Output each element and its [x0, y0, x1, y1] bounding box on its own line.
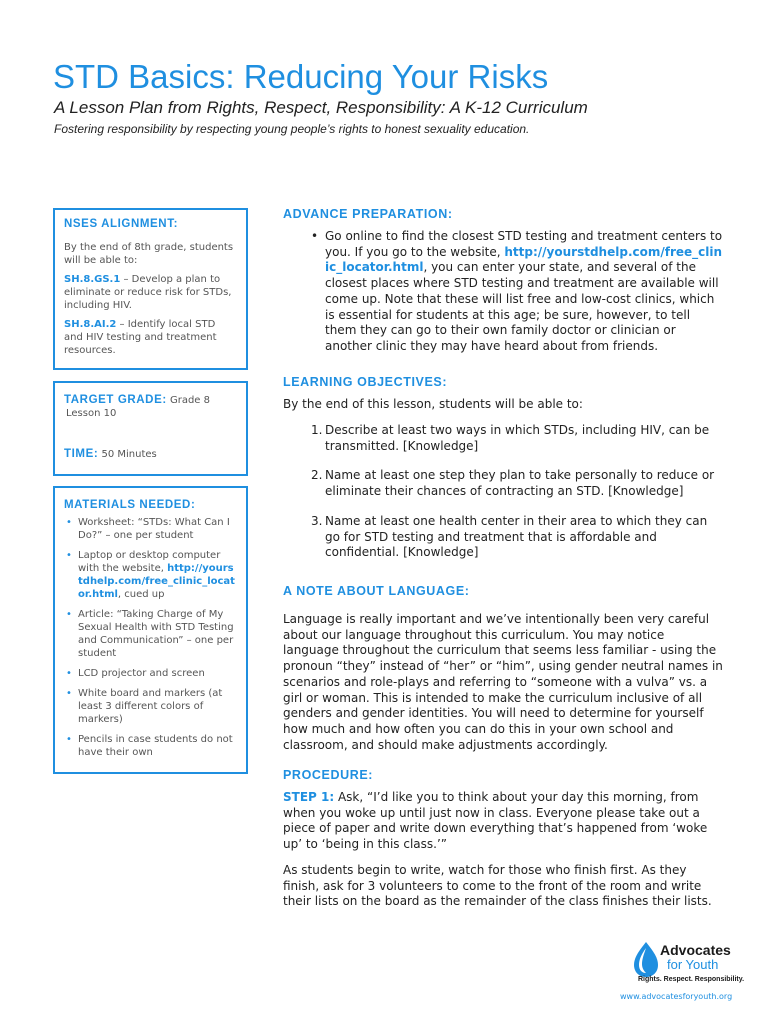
- language-note-text: Language is really important and we’ve intentionally been very careful about our language throughout this curriculum. You may notice language throughout the curriculum that seems less familiar - using the pronoun “they” instead of “her” or “him”, using gender neutral names in scenarios and role-plays and referring to “someone with a vulva” vs. a girl or woman. This is intended to make the curriculum inclusive of all genders and gender identities. You will need to determine for yourself how much and how often you can do this in your own school and classroom, and should make adjustments accordingly.: [283, 612, 723, 752]
- nses-alignment-box: [53, 208, 248, 370]
- standard-code: SH.8.AI.2: [64, 319, 117, 330]
- list-item: • White board and markers (at least 3 different colors of markers): [78, 687, 237, 726]
- item-text: Describe at least two ways in which STDs, including HIV, can be transmitted. [Knowledge]: [325, 423, 710, 453]
- list-item: [283, 514, 723, 561]
- step-text: Ask, “I’d like you to think about your day this morning, from when you woke up until just now in class. Everyone please take out a piece of paper and write down everything that’s happened from ‘woke up’ to ‘being in this class.’”: [283, 790, 708, 852]
- list-item: • Worksheet: “STDs: What Can I Do?” – one per student: [78, 516, 237, 542]
- logo-name-2: for Youth: [667, 957, 719, 972]
- materials-list: [64, 516, 237, 759]
- nses-standard: [64, 318, 237, 357]
- learning-objectives-heading: LEARNING OBJECTIVES:: [283, 375, 448, 389]
- clinic-locator-link[interactable]: http://yourstdhelp.com/free_clinic_locator.html: [78, 563, 235, 600]
- item-text: Go online to find the closest STD testing and treatment centers to you. If you go to the website,: [325, 229, 723, 259]
- list-item: [283, 423, 723, 454]
- target-heading: TARGET GRADE:: [64, 394, 167, 406]
- procedure-heading: PROCEDURE:: [283, 768, 374, 782]
- standard-text: – Identify local STD and HIV testing and treatment resources.: [64, 319, 217, 356]
- item-text: Name at least one health center in their area to which they can go for STD testing and treatment that is affordable and confidential. [Knowledge]: [325, 513, 708, 560]
- standard-text: – Develop a plan to eliminate or reduce risk for STDs, including HIV.: [64, 274, 232, 311]
- nses-heading: NSES ALIGNMENT:: [64, 218, 178, 230]
- list-item: • Article: “Taking Charge of My Sexual Health with STD Testing and Communication” – one per student: [78, 608, 237, 660]
- procedure-paragraph: As students begin to write, watch for those who finish first. As they finish, ask for 3 volunteers to come to the front of the room and write their lists on the board as the remainder of the class finishes their lists.: [283, 863, 712, 909]
- time-value: 50 Minutes: [98, 449, 157, 460]
- advance-preparation-text: [283, 229, 723, 355]
- advance-preparation-heading: ADVANCE PREPARATION:: [283, 207, 453, 221]
- lesson-number: Lesson 10: [66, 408, 117, 419]
- target-grade-box: [53, 381, 248, 476]
- nses-standard: [64, 273, 237, 312]
- logo-name: Advocates: [660, 942, 731, 958]
- step-label: STEP 1:: [283, 790, 335, 804]
- objectives-intro: By the end of this lesson, students will be able to:: [283, 397, 583, 411]
- item-number: 2.: [311, 468, 323, 483]
- page-title: STD Basics: Reducing Your Risks: [53, 58, 549, 95]
- objectives-list-wrap: [283, 423, 723, 561]
- list-item: [283, 468, 723, 499]
- procedure-step-1: [283, 790, 723, 853]
- clinic-locator-link[interactable]: http://yourstdhelp.com/free_clinic_locator.html: [325, 244, 723, 275]
- standard-code: SH.8.GS.1: [64, 274, 121, 285]
- item-text: , you can enter your state, and several of the closest places where STD testing and treatment are available will come up. Note that these will list free and low-cost clinics, which is essential for students at this age; be sure, however, to tell them they can go to their own family doctor or clinician or another clinic they may have heard about from friends.: [325, 260, 719, 353]
- language-note-heading: A NOTE ABOUT LANGUAGE:: [283, 584, 470, 598]
- logo-tagline: Rights. Respect. Responsibility.: [638, 976, 745, 983]
- page-tagline: Fostering responsibility by respecting young people’s rights to honest sexuality education.: [54, 122, 530, 136]
- item-text: Name at least one step they plan to take personally to reduce or eliminate their chances of contracting an STD. [Knowledge]: [325, 468, 715, 499]
- list-item: [283, 229, 723, 355]
- materials-box: [53, 486, 248, 774]
- item-number: 1.: [311, 423, 323, 437]
- item-text: , cued up: [117, 589, 165, 600]
- list-item: • LCD projector and screen: [78, 667, 237, 680]
- footer-website-link[interactable]: www.advocatesforyouth.org: [620, 992, 733, 1001]
- list-item: • Pencils in case students do not have their own: [78, 733, 237, 759]
- objectives-list: [283, 423, 723, 561]
- item-number: 3.: [311, 513, 323, 528]
- item-text: Laptop or desktop computer with the website,: [78, 550, 221, 574]
- target-grade-value: Grade 8: [166, 395, 210, 406]
- target-grade: [64, 394, 237, 407]
- time: [64, 448, 237, 461]
- step-paragraph: [283, 790, 723, 853]
- materials-heading: MATERIALS NEEDED:: [64, 499, 196, 511]
- list-item: [78, 549, 237, 601]
- page-subtitle: A Lesson Plan from Rights, Respect, Responsibility: A K-12 Curriculum: [54, 98, 588, 117]
- time-heading: TIME:: [64, 448, 99, 460]
- nses-intro: By the end of 8th grade, students will be able to:: [64, 242, 234, 266]
